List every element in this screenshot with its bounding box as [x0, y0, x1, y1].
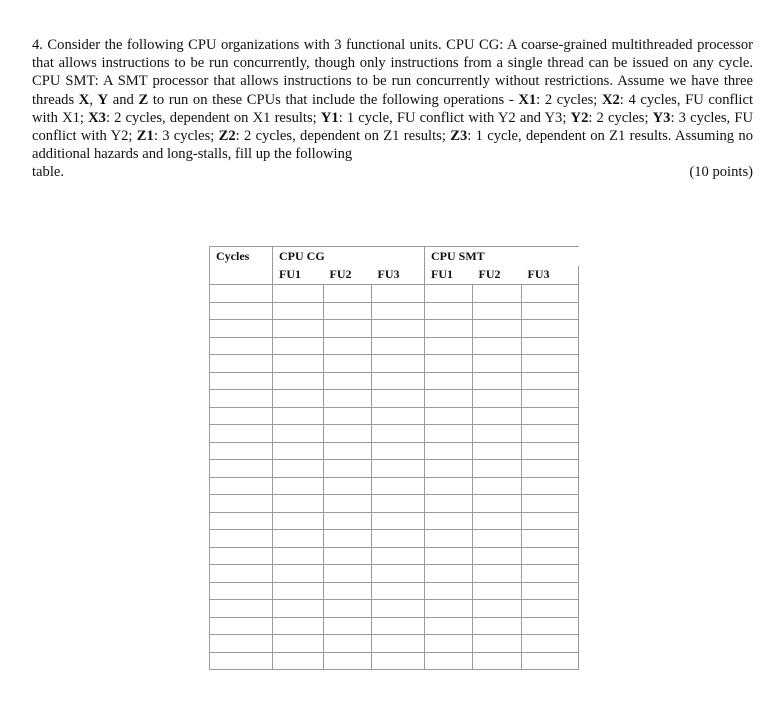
table-cell[interactable] — [473, 355, 522, 373]
question-text-segment: , — [89, 91, 98, 108]
table-cell[interactable] — [473, 285, 522, 303]
table-cell[interactable] — [324, 617, 372, 635]
table-cell[interactable] — [210, 495, 273, 513]
table-cell[interactable] — [522, 530, 579, 548]
table-cell[interactable] — [372, 565, 425, 583]
table-row — [210, 652, 579, 670]
table-cell[interactable] — [473, 302, 522, 320]
table-cell[interactable] — [324, 460, 372, 478]
question-text-segment: and — [108, 91, 139, 108]
question-term: X1 — [518, 91, 537, 108]
table-cell[interactable] — [210, 390, 273, 408]
table-row — [210, 512, 579, 530]
table-cell[interactable] — [210, 372, 273, 390]
table-row — [210, 372, 579, 390]
question-number: 4. — [32, 37, 43, 53]
table-cell[interactable] — [473, 565, 522, 583]
question-text — [32, 36, 753, 182]
table-cell[interactable] — [425, 425, 473, 443]
table-cell[interactable] — [522, 512, 579, 530]
table-cell[interactable] — [372, 512, 425, 530]
table-cell[interactable] — [324, 512, 372, 530]
table-row — [210, 460, 579, 478]
table-cell[interactable] — [273, 372, 324, 390]
table-cell[interactable] — [522, 652, 579, 670]
table-cell[interactable] — [210, 565, 273, 583]
table-cell[interactable] — [324, 390, 372, 408]
cg-fu1-header: FU1 — [273, 266, 324, 285]
table-cell[interactable] — [425, 372, 473, 390]
table-cell[interactable] — [324, 547, 372, 565]
table-cell[interactable] — [425, 302, 473, 320]
table-cell[interactable] — [425, 390, 473, 408]
table-cell[interactable] — [273, 337, 324, 355]
question-body — [32, 37, 753, 162]
table-cell[interactable] — [210, 442, 273, 460]
table-cell[interactable] — [273, 547, 324, 565]
table-cell[interactable] — [522, 302, 579, 320]
table-cell[interactable] — [324, 425, 372, 443]
table-row — [210, 477, 579, 495]
table-cell[interactable] — [273, 635, 324, 653]
question-term: Z — [138, 91, 149, 108]
question-text-segment: : 2 cycles; — [536, 91, 602, 108]
table-cell[interactable] — [324, 320, 372, 338]
table-cell[interactable] — [425, 442, 473, 460]
table-cell[interactable] — [372, 425, 425, 443]
table-cell[interactable] — [522, 495, 579, 513]
table-cell[interactable] — [210, 477, 273, 495]
table-cell[interactable] — [324, 407, 372, 425]
table-cell[interactable] — [473, 460, 522, 478]
table-cell[interactable] — [473, 320, 522, 338]
question-footer-line — [32, 163, 753, 181]
table-row — [210, 600, 579, 618]
question-term: Y2 — [570, 109, 589, 126]
table-cell[interactable] — [522, 355, 579, 373]
table-row — [210, 530, 579, 548]
table-cell[interactable] — [210, 512, 273, 530]
table-cell[interactable] — [210, 285, 273, 303]
table-cell[interactable] — [210, 355, 273, 373]
smt-fu1-header: FU1 — [425, 266, 473, 285]
table-cell[interactable] — [522, 635, 579, 653]
table-cell[interactable] — [273, 320, 324, 338]
table-cell[interactable] — [324, 355, 372, 373]
table-cell[interactable] — [324, 285, 372, 303]
table-cell[interactable] — [273, 530, 324, 548]
table-cell[interactable] — [473, 372, 522, 390]
table-cell[interactable] — [425, 460, 473, 478]
table-row — [210, 442, 579, 460]
table-cell[interactable] — [210, 652, 273, 670]
table-row — [210, 302, 579, 320]
table-cell[interactable] — [210, 337, 273, 355]
table-cell[interactable] — [372, 407, 425, 425]
table-cell[interactable] — [210, 460, 273, 478]
table-row — [210, 565, 579, 583]
table-cell[interactable] — [210, 530, 273, 548]
table-cell[interactable] — [473, 390, 522, 408]
question-text-segment: : 2 cycles, dependent on Z1 results; — [235, 128, 451, 145]
table-cell[interactable] — [273, 355, 324, 373]
table-row — [210, 320, 579, 338]
smt-fu2-header: FU2 — [473, 266, 522, 285]
table-cell[interactable] — [273, 565, 324, 583]
table-row — [210, 617, 579, 635]
table-cell[interactable] — [522, 320, 579, 338]
table-cell[interactable] — [372, 372, 425, 390]
table-cell[interactable] — [522, 460, 579, 478]
table-row — [210, 355, 579, 373]
table-cell[interactable] — [372, 495, 425, 513]
table-cell[interactable] — [522, 425, 579, 443]
table-cell[interactable] — [473, 547, 522, 565]
table-cell[interactable] — [425, 285, 473, 303]
table-cell[interactable] — [425, 565, 473, 583]
table-cell[interactable] — [425, 547, 473, 565]
table-row — [210, 547, 579, 565]
table-row — [210, 285, 579, 303]
table-cell[interactable] — [522, 285, 579, 303]
table-cell[interactable] — [473, 495, 522, 513]
table-cell[interactable] — [324, 302, 372, 320]
table-cell[interactable] — [425, 355, 473, 373]
table-cell[interactable] — [425, 512, 473, 530]
table-cell[interactable] — [210, 407, 273, 425]
table-cell[interactable] — [425, 600, 473, 618]
table-cell[interactable] — [210, 635, 273, 653]
cpu-smt-header: CPU SMT — [425, 247, 579, 266]
table-cell[interactable] — [372, 582, 425, 600]
table-cell[interactable] — [324, 530, 372, 548]
table-row — [210, 425, 579, 443]
table-row — [210, 390, 579, 408]
table-cell[interactable] — [273, 512, 324, 530]
question-last-line: table. — [32, 164, 65, 181]
table-cell[interactable] — [324, 442, 372, 460]
table-cell[interactable] — [522, 442, 579, 460]
table-cell[interactable] — [273, 407, 324, 425]
table-cell[interactable] — [273, 285, 324, 303]
question-term: X2 — [601, 91, 620, 108]
table-cell[interactable] — [324, 565, 372, 583]
table-cell[interactable] — [324, 477, 372, 495]
table-cell[interactable] — [372, 355, 425, 373]
cycles-header: Cycles — [210, 247, 273, 266]
table-cell[interactable] — [273, 652, 324, 670]
table-cell[interactable] — [473, 600, 522, 618]
table-cell[interactable] — [372, 635, 425, 653]
table-header-row-units — [210, 266, 579, 285]
question-term: Z2 — [218, 128, 236, 145]
table-cell[interactable] — [324, 337, 372, 355]
table-cell[interactable] — [372, 302, 425, 320]
table-cell[interactable] — [473, 652, 522, 670]
table-cell[interactable] — [372, 547, 425, 565]
question-term: Z1 — [136, 128, 154, 145]
table-cell[interactable] — [273, 442, 324, 460]
table-cell[interactable] — [522, 372, 579, 390]
table-cell[interactable] — [522, 407, 579, 425]
question-term: Z3 — [450, 128, 468, 145]
table-cell[interactable] — [210, 547, 273, 565]
question-text-segment: : 1 cycle, FU conflict with Y2 and Y3; — [338, 109, 571, 126]
table-cell[interactable] — [425, 320, 473, 338]
table-cell[interactable] — [425, 477, 473, 495]
table-cell[interactable] — [473, 617, 522, 635]
question-term: Y3 — [652, 109, 671, 126]
question-text-segment: : 2 cycles; — [588, 109, 653, 126]
points-label: (10 points) — [689, 164, 753, 181]
table-cell[interactable] — [473, 442, 522, 460]
table-cell[interactable] — [372, 390, 425, 408]
table-cell[interactable] — [210, 617, 273, 635]
table-cell[interactable] — [324, 635, 372, 653]
cg-fu2-header: FU2 — [324, 266, 372, 285]
question-text-segment: : 1 cycle, dependent on Z1 results. Assuming no additional hazards and long-stalls, fill up the following — [32, 128, 754, 163]
table-cell[interactable] — [372, 285, 425, 303]
table-cell[interactable] — [372, 320, 425, 338]
table-cell[interactable] — [372, 442, 425, 460]
table-cell[interactable] — [473, 582, 522, 600]
table-cell[interactable] — [324, 652, 372, 670]
question-text-segment: Consider the following CPU organizations with 3 functional units. CPU CG: A coarse-grained multithreaded processor that allows instructions to be run concurrently, though only instructions from a single thread can be issued on any cycle. CPU SMT: A SMT processor that allows instructions to be run concurrently without restrictions. Assume we have three threads — [32, 37, 753, 108]
table-cell[interactable] — [324, 495, 372, 513]
table-cell[interactable] — [522, 617, 579, 635]
table-cell[interactable] — [372, 600, 425, 618]
table-cell[interactable] — [372, 652, 425, 670]
question-term: X — [78, 91, 90, 108]
table-cell[interactable] — [210, 425, 273, 443]
table-cell[interactable] — [273, 617, 324, 635]
table-cell[interactable] — [273, 495, 324, 513]
table-cell[interactable] — [473, 530, 522, 548]
question-text-segment: to run on these CPUs that include the following operations - — [148, 91, 519, 108]
table-cell[interactable] — [522, 547, 579, 565]
table-cell[interactable] — [372, 460, 425, 478]
table-cell[interactable] — [324, 600, 372, 618]
cg-fu3-header: FU3 — [372, 266, 425, 285]
table-cell[interactable] — [273, 425, 324, 443]
table-cell[interactable] — [522, 337, 579, 355]
smt-fu3-header: FU3 — [522, 266, 579, 285]
table-cell[interactable] — [473, 425, 522, 443]
question-text-segment: : 4 cycles, FU conflict with X1; — [32, 91, 753, 126]
question-text-segment: : 3 cycles; — [153, 128, 219, 145]
table-row — [210, 495, 579, 513]
table-cell[interactable] — [473, 635, 522, 653]
table-cell[interactable] — [425, 617, 473, 635]
table-cell[interactable] — [425, 582, 473, 600]
table-cell[interactable] — [210, 320, 273, 338]
table-cell[interactable] — [473, 407, 522, 425]
table-row — [210, 407, 579, 425]
table-cell[interactable] — [210, 302, 273, 320]
table-row — [210, 582, 579, 600]
table-cell[interactable] — [522, 600, 579, 618]
table-cell[interactable] — [522, 390, 579, 408]
table-cell[interactable] — [324, 582, 372, 600]
table-row — [210, 635, 579, 653]
table-cell[interactable] — [473, 337, 522, 355]
question-term: X3 — [88, 109, 106, 126]
table-cell[interactable] — [522, 477, 579, 495]
table-cell[interactable] — [372, 337, 425, 355]
table-cell[interactable] — [372, 617, 425, 635]
cpu-cg-header: CPU CG — [273, 247, 425, 266]
table-cell[interactable] — [473, 512, 522, 530]
question-text-segment: : 2 cycles, dependent on X1 results; — [105, 109, 321, 126]
table-cell[interactable] — [372, 530, 425, 548]
table-cell[interactable] — [273, 477, 324, 495]
answer-table — [209, 246, 579, 670]
question-term: Y — [97, 91, 109, 108]
table-cell[interactable] — [210, 582, 273, 600]
table-cell[interactable] — [425, 337, 473, 355]
table-cell[interactable] — [273, 582, 324, 600]
table-cell[interactable] — [473, 477, 522, 495]
question-text-segment: : 3 cycles, FU conflict with Y2; — [32, 109, 753, 145]
table-cell[interactable] — [522, 582, 579, 600]
table-cell[interactable] — [372, 477, 425, 495]
table-cell[interactable] — [273, 600, 324, 618]
table-cell[interactable] — [273, 390, 324, 408]
table-row — [210, 337, 579, 355]
table-cell[interactable] — [425, 635, 473, 653]
table-header-row-groups — [210, 247, 579, 266]
question-term: Y1 — [320, 109, 339, 126]
table-cell[interactable] — [425, 495, 473, 513]
table-cell[interactable] — [522, 565, 579, 583]
table-cell[interactable] — [425, 407, 473, 425]
table-cell[interactable] — [273, 302, 324, 320]
table-cell[interactable] — [210, 600, 273, 618]
cycles-header-spacer — [210, 266, 273, 285]
table-cell[interactable] — [425, 530, 473, 548]
table-cell[interactable] — [425, 652, 473, 670]
table-cell[interactable] — [273, 460, 324, 478]
table-cell[interactable] — [324, 372, 372, 390]
